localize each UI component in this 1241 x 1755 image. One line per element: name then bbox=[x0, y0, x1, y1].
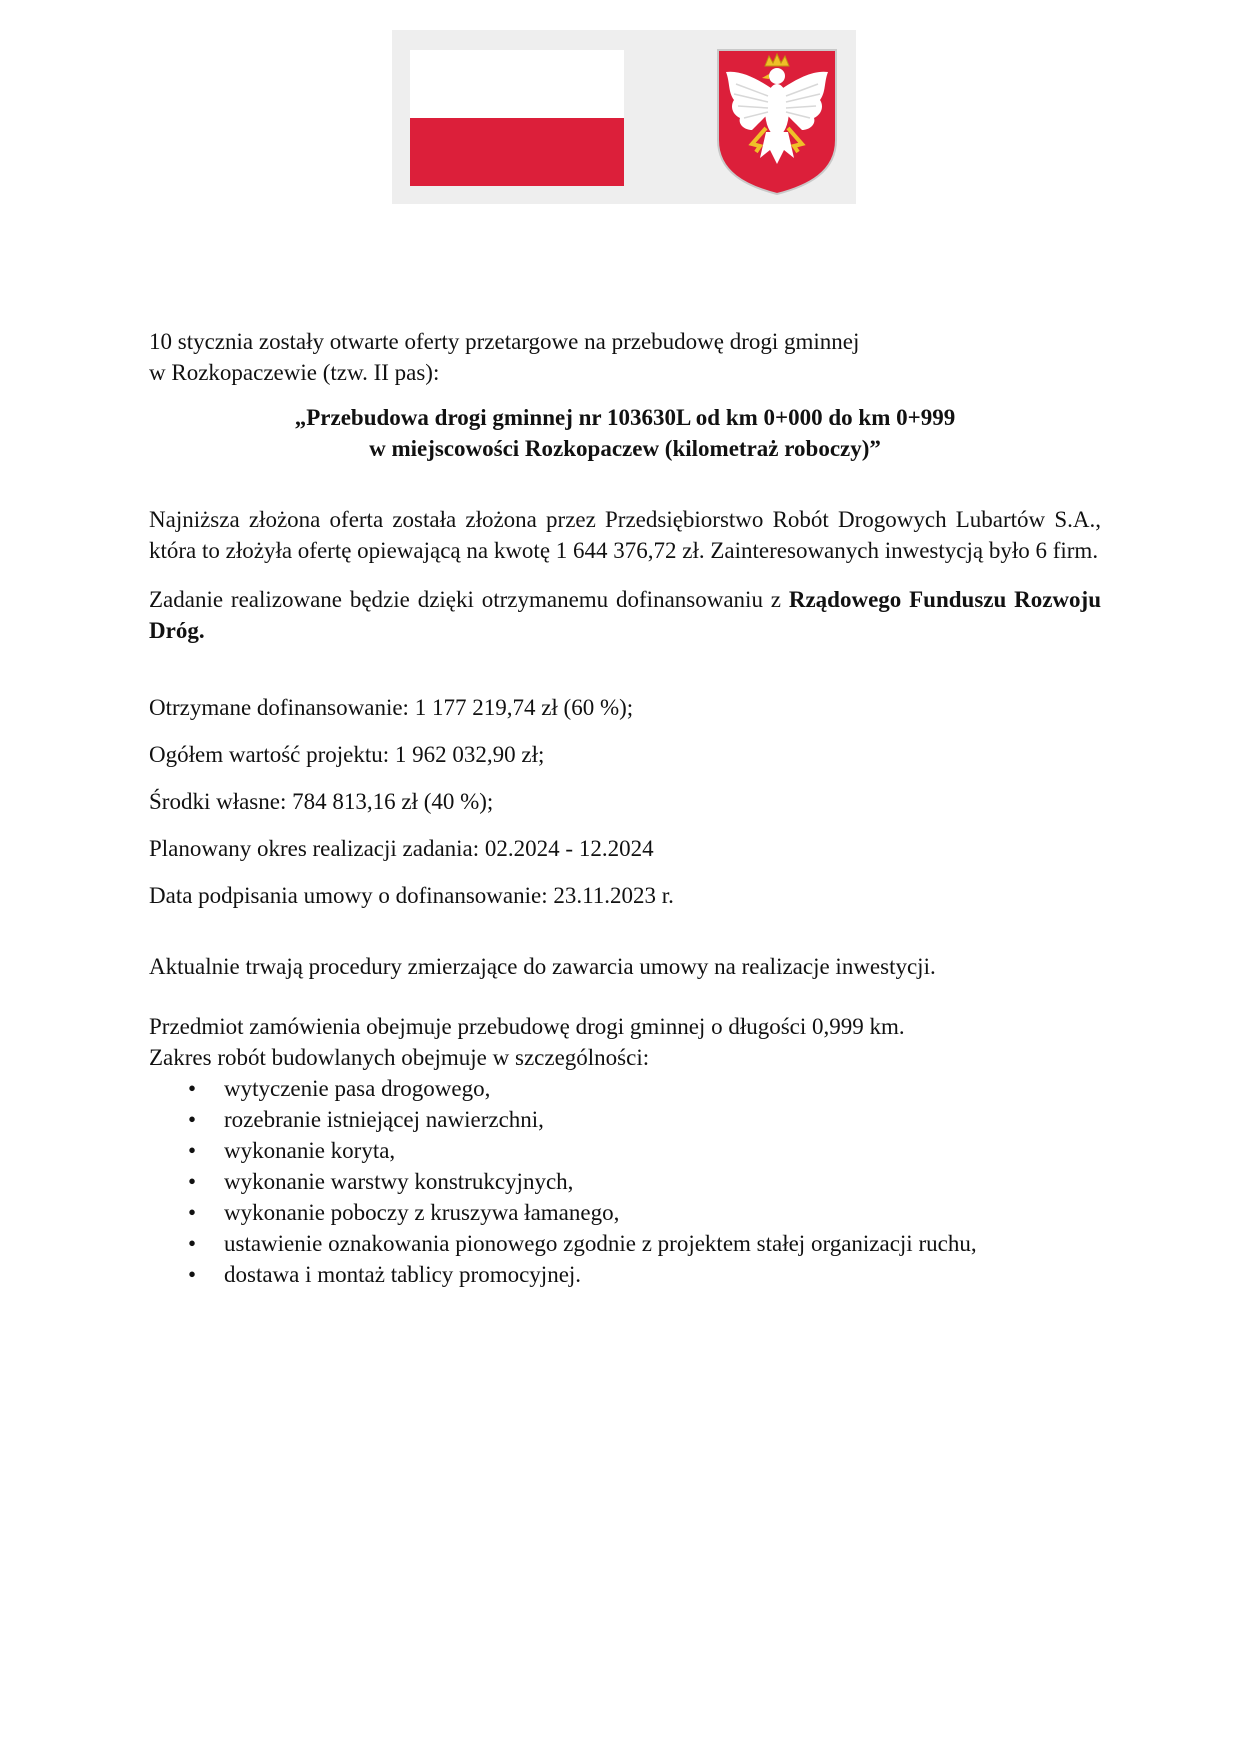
polish-white-eagle-icon bbox=[716, 48, 838, 196]
list-item-text: ustawienie oznakowania pionowego zgodnie z projektem stałej organizacji ruchu, bbox=[224, 1231, 977, 1256]
fact-own-funds: Środki własne: 784 813,16 zł (40 %); bbox=[149, 789, 494, 814]
bullet-icon: • bbox=[188, 1231, 197, 1256]
list-item-text: wykonanie koryta, bbox=[224, 1138, 396, 1163]
list-item bbox=[149, 1197, 1101, 1228]
list-item bbox=[149, 1104, 1101, 1135]
intro-paragraph bbox=[149, 326, 1101, 388]
list-item bbox=[149, 1073, 1101, 1104]
list-item-text: wykonanie warstwy konstrukcyjnych, bbox=[224, 1169, 574, 1194]
list-item bbox=[149, 1166, 1101, 1197]
flag-red-stripe bbox=[410, 118, 624, 186]
intro-line-1: 10 stycznia zostały otwarte oferty przetargowe na przebudowę drogi gminnej bbox=[149, 329, 860, 354]
list-item-text: wykonanie poboczy z kruszywa łamanego, bbox=[224, 1200, 620, 1225]
scope-line-2: Zakres robót budowlanych obejmuje w szczególności: bbox=[149, 1045, 650, 1070]
header-banner bbox=[392, 30, 856, 204]
bullet-icon: • bbox=[188, 1169, 197, 1194]
list-item-text: wytyczenie pasa drogowego, bbox=[224, 1076, 491, 1101]
project-title bbox=[149, 402, 1101, 464]
funding-prefix: Zadanie realizowane będzie dzięki otrzymanemu dofinansowaniu z bbox=[149, 587, 789, 612]
list-item-text: dostawa i montaż tablicy promocyjnej. bbox=[224, 1262, 582, 1287]
bullet-icon: • bbox=[188, 1262, 197, 1287]
list-item bbox=[149, 1228, 1101, 1259]
scope-line-1: Przedmiot zamówienia obejmuje przebudowę drogi gminnej o długości 0,999 km. bbox=[149, 1014, 905, 1039]
list-item-text: rozebranie istniejącej nawierzchni, bbox=[224, 1107, 544, 1132]
bullet-icon: • bbox=[188, 1107, 197, 1132]
bullet-icon: • bbox=[188, 1200, 197, 1225]
current-status-paragraph: Aktualnie trwają procedury zmierzające do zawarcia umowy na realizacje inwestycji. bbox=[149, 954, 936, 979]
intro-line-2: w Rozkopaczewie (tzw. II pas): bbox=[149, 360, 440, 385]
project-facts bbox=[149, 692, 1101, 911]
flag-white-stripe bbox=[410, 50, 624, 118]
document-body bbox=[149, 326, 1101, 1290]
lowest-offer-paragraph: Najniższa złożona oferta została złożona przez Przedsiębiorstwo Robót Drogowych Lubartów S.A., która to złożyła ofertę opiewającą na kwotę 1 644 376,72 zł. Zainteresowanych inwestycją było 6 firm. bbox=[149, 507, 1101, 563]
list-item bbox=[149, 1135, 1101, 1166]
fact-total-value: Ogółem wartość projektu: 1 962 032,90 zł; bbox=[149, 742, 545, 767]
project-title-line-2: w miejscowości Rozkopaczew (kilometraż roboczy)” bbox=[369, 436, 881, 461]
fund-name: Rządowego Funduszu Rozwoju Dróg. bbox=[149, 587, 1101, 643]
list-item bbox=[149, 1259, 1101, 1290]
bullet-icon: • bbox=[188, 1138, 197, 1163]
works-list bbox=[149, 1073, 1101, 1290]
fact-planned-period: Planowany okres realizacji zadania: 02.2024 - 12.2024 bbox=[149, 836, 654, 861]
bullet-icon: • bbox=[188, 1076, 197, 1101]
fact-funding-received: Otrzymane dofinansowanie: 1 177 219,74 zł (60 %); bbox=[149, 695, 634, 720]
project-title-line-1: „Przebudowa drogi gminnej nr 103630L od km 0+000 do km 0+999 bbox=[294, 405, 956, 430]
funding-paragraph bbox=[149, 584, 1101, 646]
fact-agreement-date: Data podpisania umowy o dofinansowanie: 23.11.2023 r. bbox=[149, 883, 674, 908]
polish-flag bbox=[410, 50, 624, 186]
